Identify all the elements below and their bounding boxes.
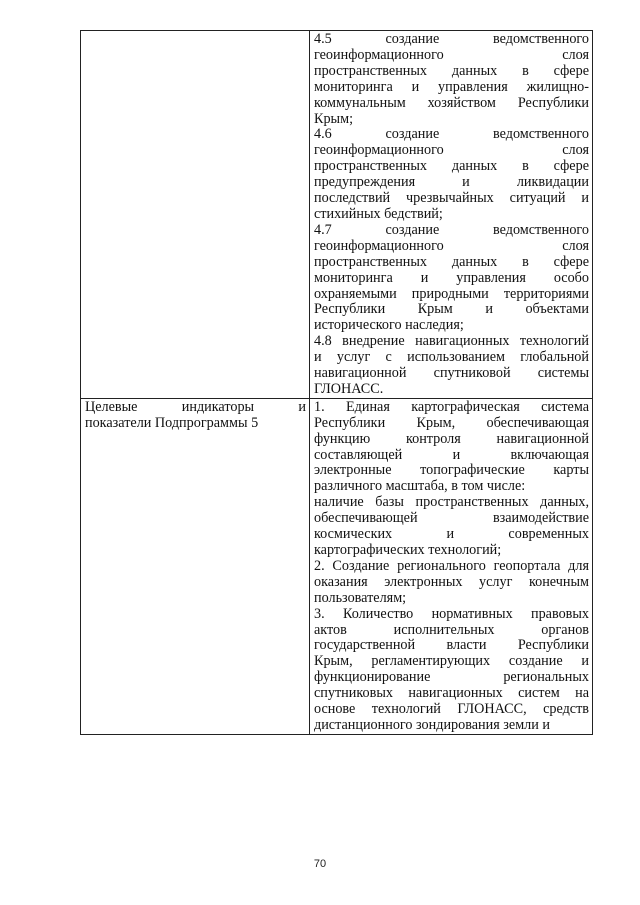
text-line: и услуг с использованием глобальной [314,350,589,366]
text-line: стихийных бедствий; [314,206,443,222]
text-line: различного масштаба, в том числе: [314,479,526,495]
text-line: обеспечивающей взаимодействие [314,511,589,527]
text-line: последствий чрезвычайных ситуаций и [314,191,589,207]
text-line: Целевые индикаторы и [85,399,306,415]
program-table [80,30,593,735]
text-line: охраняемыми природными территориями [314,286,589,302]
text-line: картографических технологий; [314,543,502,558]
text-line: спутниковых навигационных систем на [314,686,589,702]
table-row [81,31,593,399]
text-line: пользователям; [314,590,407,606]
text-line: актов исполнительных органов [314,622,589,638]
text-line: Республики Крым, обеспечивающая [314,415,589,431]
text-line: мониторинга и управления жилищно- [314,79,589,95]
text-line: предупреждения и ликвидации [314,175,589,191]
text-line: 4.8 внедрение навигационных технологий [314,334,589,350]
text-line: Республики Крым и объектами [314,302,589,318]
table-row [81,398,593,734]
text-line: оказания электронных услуг конечным [314,574,589,590]
text-line: пространственных данных в сфере [314,254,589,270]
text-line: показатели Подпрограммы 5 [85,415,259,431]
text-line: ГЛОНАСС. [314,381,384,397]
row1-right-content [314,32,589,398]
text-line: Крым, регламентирующих создание и [314,654,589,670]
row1-left-cell [81,31,310,399]
text-line: навигационной спутниковой системы [314,366,589,382]
text-line: наличие базы пространственных данных, [314,495,589,511]
text-line: геоинформационного слоя [314,238,589,254]
text-line: пространственных данных в сфере [314,159,589,175]
text-line: 1. Единая картографическая система [314,399,589,415]
text-line: функцию контроля навигационной [314,431,589,447]
page-number: 70 [313,858,327,870]
text-line: космических и современных [314,527,589,543]
text-line: основе технологий ГЛОНАСС, средств [314,702,589,718]
text-line: 2. Создание регионального геопортала для [314,558,589,574]
text-line: 4.7 создание ведомственного [314,222,589,238]
text-line: электронные топографические карты [314,463,589,479]
text-line: Крым; [314,111,354,127]
text-line: 4.6 создание ведомственного [314,127,589,143]
text-line: геоинформационного слоя [314,47,589,63]
text-line: функционирование региональных [314,670,589,686]
text-line: государственной власти Республики [314,638,589,654]
row2-left-content [85,400,306,432]
row1-right-cell [310,31,593,399]
text-line: дистанционного зондирования земли и [314,717,550,733]
row2-left-cell [81,398,310,734]
text-line: пространственных данных в сфере [314,63,589,79]
row2-right-cell [310,398,593,734]
row2-right-content [314,400,589,734]
text-line: коммунальным хозяйством Республики [314,95,589,111]
text-line: исторического наследия; [314,318,464,334]
text-line: 4.5 создание ведомственного [314,32,589,47]
text-line: геоинформационного слоя [314,143,589,159]
text-line: мониторинга и управления особо [314,270,589,286]
text-line: 3. Количество нормативных правовых [314,606,589,622]
text-line: составляющей и включающая [314,447,589,463]
